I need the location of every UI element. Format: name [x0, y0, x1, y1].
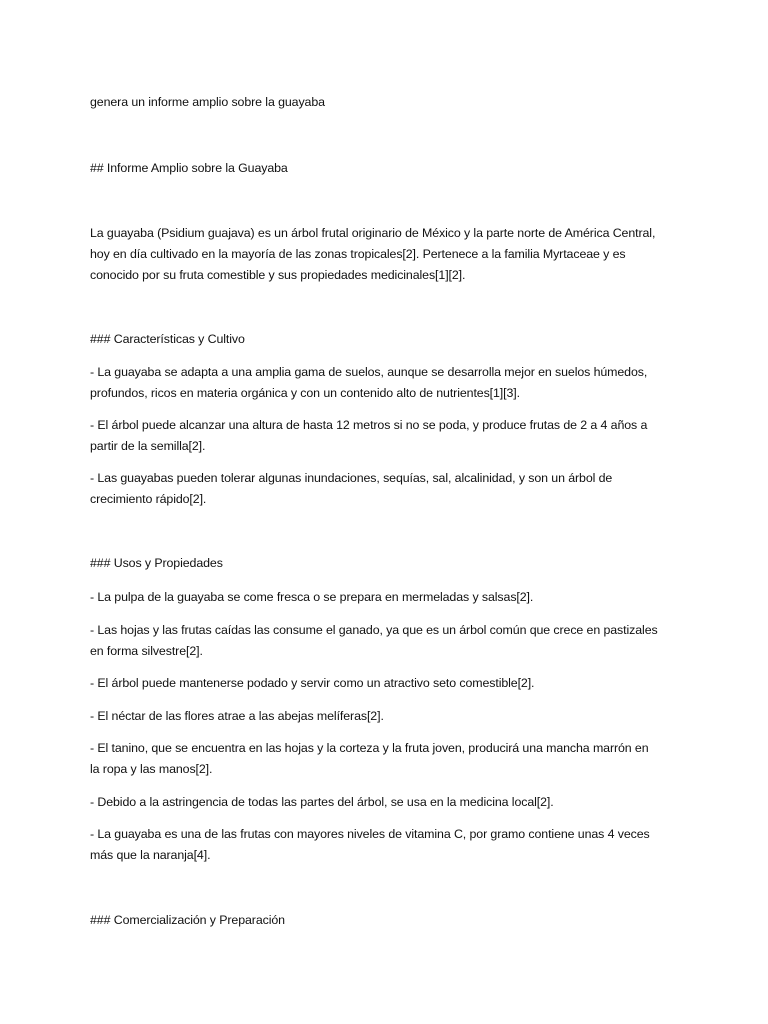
bullet-line: en forma silvestre[2]. [90, 644, 203, 658]
bullet-line: - El árbol puede mantenerse podado y servir como un atractivo seto comestible[2]. [90, 676, 535, 690]
report-title: ## Informe Amplio sobre la Guayaba [90, 161, 288, 175]
bullet-line: - La guayaba se adapta a una amplia gama de suelos, aunque se desarrolla mejor en suelos húmedos, [90, 365, 648, 379]
bullet-line: - La pulpa de la guayaba se come fresca o se prepara en mermeladas y salsas[2]. [90, 590, 534, 604]
bullet-line: la ropa y las manos[2]. [90, 762, 213, 776]
bullet-line: - El árbol puede alcanzar una altura de hasta 12 metros si no se poda, y produce frutas de 2 a 4 años a [90, 418, 648, 432]
bullet-line: profundos, ricos en materia orgánica y con un contenido alto de nutrientes[1][3]. [90, 386, 520, 400]
bullet-line: - El tanino, que se encuentra en las hojas y la corteza y la fruta joven, producirá una mancha marrón en [90, 741, 649, 755]
intro-line-1: La guayaba (Psidium guajava) es un árbol frutal originario de México y la parte norte de América Central, [90, 226, 656, 240]
bullet-line: - La guayaba es una de las frutas con mayores niveles de vitamina C, por gramo contiene unas 4 veces [90, 827, 650, 841]
bullet-line: - El néctar de las flores atrae a las abejas melíferas[2]. [90, 709, 384, 723]
bullet-line: más que la naranja[4]. [90, 848, 211, 862]
section-heading-caracteristicas: ### Características y Cultivo [90, 332, 245, 346]
intro-line-2: hoy en día cultivado en la mayoría de las zonas tropicales[2]. Pertenece a la familia Myrtaceae y es [90, 247, 626, 261]
prompt-text: genera un informe amplio sobre la guayaba [90, 95, 325, 109]
section-heading-comercializacion: ### Comercialización y Preparación [90, 913, 285, 927]
bullet-line: - Debido a la astringencia de todas las partes del árbol, se usa en la medicina local[2]. [90, 795, 554, 809]
bullet-line: crecimiento rápido[2]. [90, 492, 207, 506]
intro-line-3: conocido por su fruta comestible y sus propiedades medicinales[1][2]. [90, 268, 466, 282]
bullet-line: partir de la semilla[2]. [90, 439, 206, 453]
bullet-line: - Las hojas y las frutas caídas las consume el ganado, ya que es un árbol común que crece en pastizales [90, 623, 658, 637]
section-heading-usos: ### Usos y Propiedades [90, 556, 223, 570]
bullet-line: - Las guayabas pueden tolerar algunas inundaciones, sequías, sal, alcalinidad, y son un árbol de [90, 471, 613, 485]
